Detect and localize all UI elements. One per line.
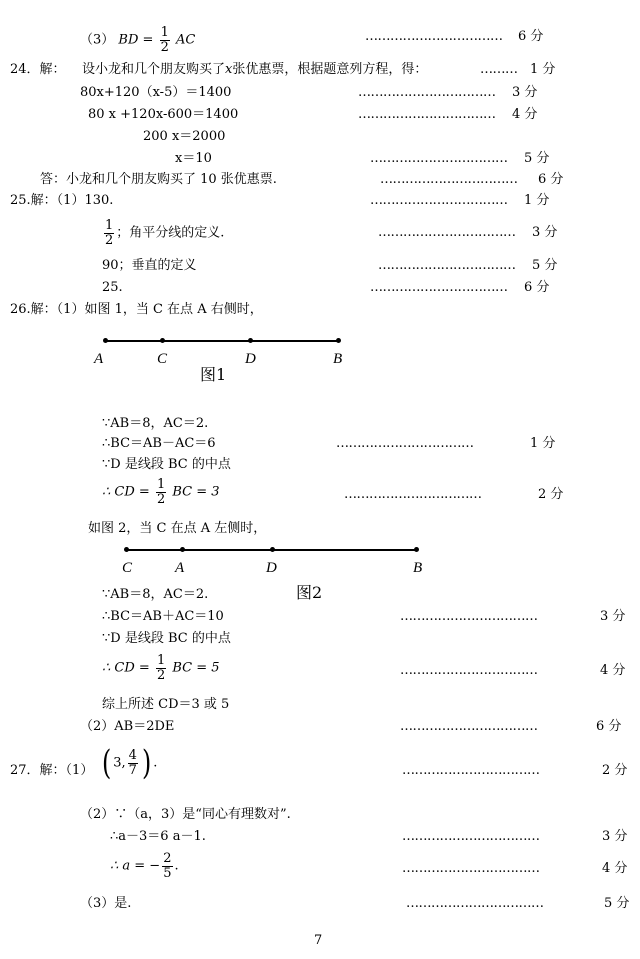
- q26-m1: ∵AB＝8，AC＝2.: [102, 587, 209, 602]
- q23-dots: ……………………………: [365, 29, 503, 44]
- q23-lhs: BD: [118, 32, 139, 48]
- fig2-label-c: C: [122, 560, 133, 576]
- q23-part3: （3） BD = $\frac{1}{2}$ AC: [80, 25, 196, 55]
- fig1-label-d: D: [245, 351, 256, 367]
- q25-line3: 90；垂直的定义: [102, 258, 197, 273]
- q24-answer-dots: ……………………………: [380, 172, 518, 187]
- q27-p3-score: 5 分: [604, 896, 630, 911]
- q25-line2-score: 3 分: [532, 225, 558, 240]
- page-number: 7: [314, 933, 323, 948]
- q24-intro: 设小龙和几个朋友购买了x张优惠票，根据题意列方程，得：: [82, 62, 428, 77]
- q27-p3-dots: ……………………………: [406, 896, 544, 911]
- q27-p2b-fraction: $\frac{2}{5}$: [163, 851, 172, 881]
- q27-p2a-dots: ……………………………: [402, 829, 540, 844]
- q26-m4-fraction: $\frac{1}{2}$: [156, 653, 166, 683]
- q26-m4-dots: ……………………………: [400, 663, 538, 678]
- fig1-label-c: C: [157, 351, 168, 367]
- q25-line4-score: 6 分: [524, 280, 550, 295]
- q27-p2a: ∴a－3＝6 a－1.: [110, 829, 206, 844]
- q27-p3: （3）是.: [80, 896, 132, 911]
- q26-l4: ∴ CD = $\frac{1}{2}$ BC = 3: [102, 477, 220, 507]
- q27-p1-dots: ……………………………: [402, 763, 540, 778]
- q24-step-4-score: 5 分: [524, 151, 550, 166]
- q27-p2b: ∴ a = − $\frac{2}{5}$ .: [110, 851, 179, 881]
- q26-case2: 如图 2，当 C 在点 A 左侧时，: [88, 521, 267, 536]
- q24-step-2-score: 4 分: [512, 107, 538, 122]
- q26-part2-dots: ……………………………: [400, 719, 538, 734]
- q25-line2: $\frac{1}{2}$ ；角平分线的定义.: [105, 218, 225, 248]
- fig2-point-d: [270, 547, 275, 552]
- q24-step-2-dots: ……………………………: [358, 107, 496, 122]
- q26-m3: ∵D 是线段 BC 的中点: [102, 631, 231, 646]
- fig2-point-c: [124, 547, 129, 552]
- q25-line4-dots: ……………………………: [370, 280, 508, 295]
- q27-p2b-dots: ……………………………: [402, 861, 540, 876]
- q26-l3: ∵D 是线段 BC 的中点: [102, 457, 231, 472]
- q25-label-dots: ……………………………: [370, 193, 508, 208]
- fig1-point-a: [103, 338, 108, 343]
- q24-step-4: x＝10: [175, 151, 212, 166]
- q24-step-4-dots: ……………………………: [370, 151, 508, 166]
- q26-m4: ∴ CD = $\frac{1}{2}$ BC = 5: [102, 653, 220, 683]
- q24-step-1-score: 3 分: [512, 85, 538, 100]
- q27-p2b-score: 4 分: [602, 861, 628, 876]
- q25-line2-dots: ……………………………: [378, 225, 516, 240]
- q26-m4-score: 4 分: [600, 663, 626, 678]
- q24-step-1: 80x+120（x-5）＝1400: [80, 85, 232, 100]
- q23-score: 6 分: [518, 29, 544, 44]
- q25-label-score: 1 分: [524, 193, 550, 208]
- q27-pair-fraction: $\frac{4}{7}$: [128, 747, 137, 778]
- fig1-label-a: A: [94, 351, 104, 367]
- q27-p2: （2）∵（a，3）是“同心有理数对”.: [80, 807, 291, 822]
- q26-l2-score: 1 分: [530, 436, 556, 451]
- q25-label: 25.解：（1）130.: [10, 193, 114, 208]
- q26-l4-dots: ……………………………: [344, 487, 482, 502]
- q24-step-1-dots: ……………………………: [358, 85, 496, 100]
- q24-intro-dots: ………: [480, 62, 518, 77]
- fig2-label-d: D: [266, 560, 277, 576]
- q26-intro: 26.解：（1）如图 1，当 C 在点 A 右侧时，: [10, 302, 263, 317]
- fig1-caption: 图1: [200, 365, 227, 384]
- q24-answer: 答：小龙和几个朋友购买了 10 张优惠票.: [40, 172, 277, 187]
- q26-part2: （2）AB＝2DE: [80, 719, 175, 734]
- q24-answer-score: 6 分: [538, 172, 564, 187]
- q26-part2-score: 6 分: [596, 719, 622, 734]
- q25-line4: 25.: [102, 280, 123, 295]
- q24-step-3: 200 x＝2000: [143, 129, 226, 144]
- fig1-segment: [105, 340, 340, 342]
- fig1-point-b: [336, 338, 341, 343]
- q23-fraction: $\frac{1}{2}$: [160, 25, 169, 55]
- fig2-label-b: B: [413, 560, 423, 576]
- q26-l2: ∴BC＝AB－AC＝6: [102, 436, 216, 451]
- q26-m2-dots: ……………………………: [400, 609, 538, 624]
- fig1-point-d: [248, 338, 253, 343]
- q27-pair: ( 3, $\frac{4}{7}$ ) .: [101, 743, 158, 783]
- fig2-point-b: [414, 547, 419, 552]
- fig2-caption: 图2: [296, 583, 323, 602]
- q26-summary: 综上所述 CD＝3 或 5: [102, 697, 230, 712]
- fig2-point-a: [180, 547, 185, 552]
- fig1-point-c: [160, 338, 165, 343]
- q27-p1-score: 2 分: [602, 763, 628, 778]
- q26-l4-fraction: $\frac{1}{2}$: [156, 477, 166, 507]
- fig1-label-b: B: [333, 351, 343, 367]
- fig2-label-a: A: [175, 560, 185, 576]
- q24-label: 24．解：: [10, 62, 66, 77]
- q26-m2-score: 3 分: [600, 609, 626, 624]
- q24-step-2: 80 x +120x-600＝1400: [88, 107, 239, 122]
- q27-p2a-score: 3 分: [602, 829, 628, 844]
- q26-l4-score: 2 分: [538, 487, 564, 502]
- q27-label: 27．解：（1）: [10, 763, 94, 778]
- q25-line3-dots: ……………………………: [378, 258, 516, 273]
- q26-l1: ∵AB＝8，AC＝2.: [102, 416, 209, 431]
- q25-line3-score: 5 分: [532, 258, 558, 273]
- q24-intro-score: 1 分: [530, 62, 556, 77]
- q25-fraction: $\frac{1}{2}$: [105, 218, 114, 248]
- q26-l2-dots: ……………………………: [336, 436, 474, 451]
- q26-m2: ∴BC＝AB＋AC＝10: [102, 609, 224, 624]
